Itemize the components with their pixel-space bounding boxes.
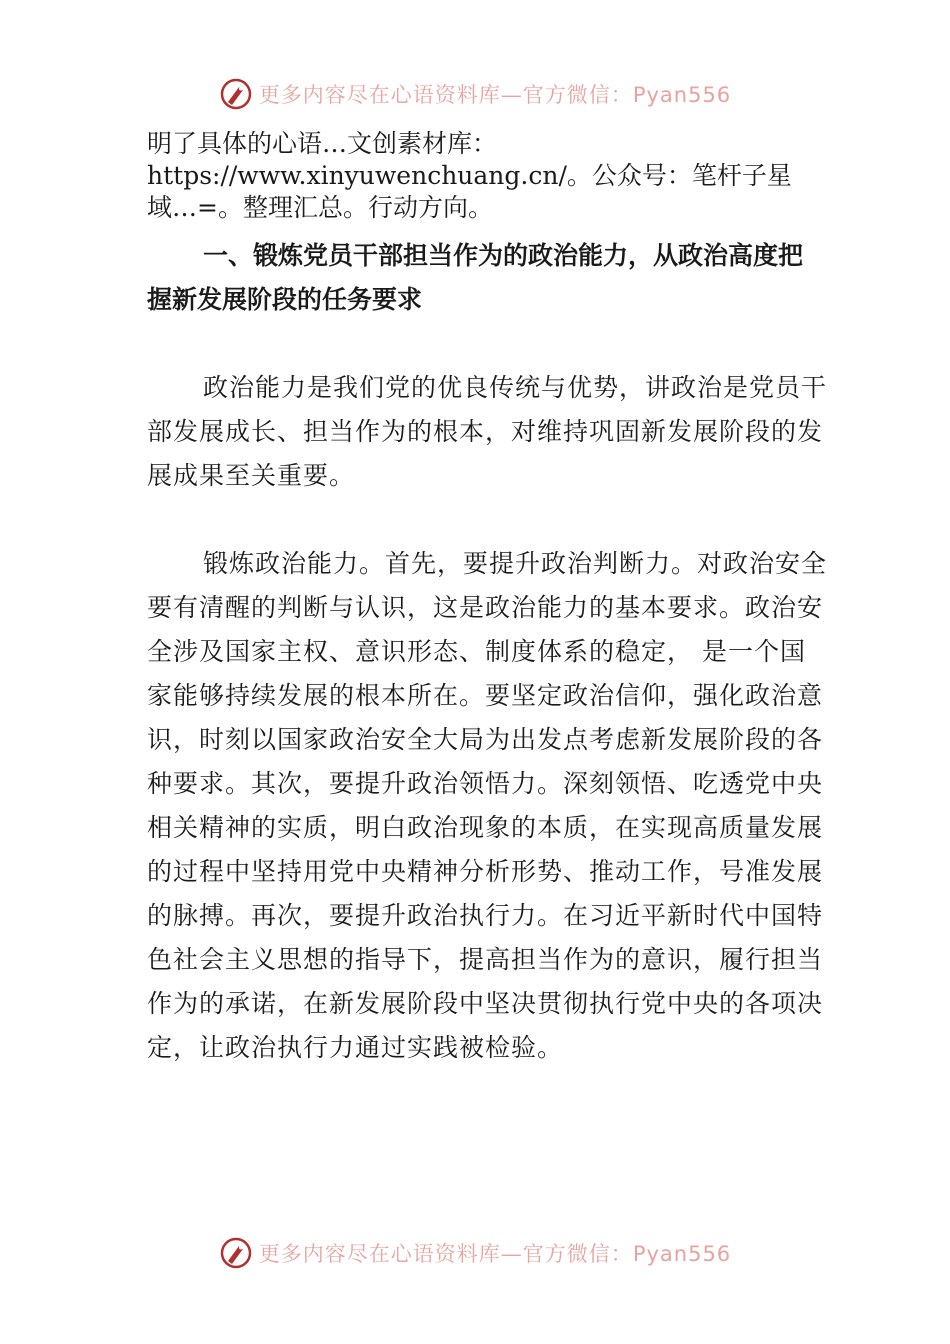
header-watermark [0,74,950,114]
paragraph-2: 锻炼政治能力。首先，要提升政治判断力。对政治安全要有清醒的判断与认识，这是政治能力的基本要求。政治安全涉及国家主权、意识形态、制度体系的稳定， 是一个国家能够持续发展的根本所在。要坚定政治信仰，强化政治意识，时刻以国家政治安全大局为出发点考虑新发展阶段的各种要求。其次，要提升政治领悟力。深刻领悟、吃透党中央相关精神的实质，明白政治现象的本质，在实现高质量发展的过程中坚持用党中央精神分析形势、推动工作，号准发展的脉搏。再次，要提升政治执行力。在习近平新时代中国特色社会主义思想的指导下，提高担当作为的意识，履行担当作为的承诺，在新发展阶段中坚决贯彻执行党中央的各项决定，让政治执行力通过实践被检验。 [147,549,828,1062]
pen-nib-logo-icon [219,77,253,111]
watermark-text: 更多内容尽在心语资料库—官方微信：Pyan556 [258,83,732,107]
section-heading: 一、锻炼党员干部担当作为的政治能力，从政治高度把握新发展阶段的任务要求 [147,241,804,314]
footer-watermark [0,1233,950,1273]
document-body [147,128,827,1070]
pen-nib-logo-icon [219,1236,253,1270]
paragraph-1: 政治能力是我们党的优良传统与优势，讲政治是党员干部发展成长、担当作为的根本，对维持巩固新发展阶段的发展成果至关重要。 [147,373,828,490]
watermark-text: 更多内容尽在心语资料库—官方微信：Pyan556 [258,1242,732,1266]
lead-text: 明了具体的心语…文创素材库：https://www.xinyuwenchuang.cn/。公众号：笔杆子星域…=。整理汇总。行动方向。 [147,129,792,222]
